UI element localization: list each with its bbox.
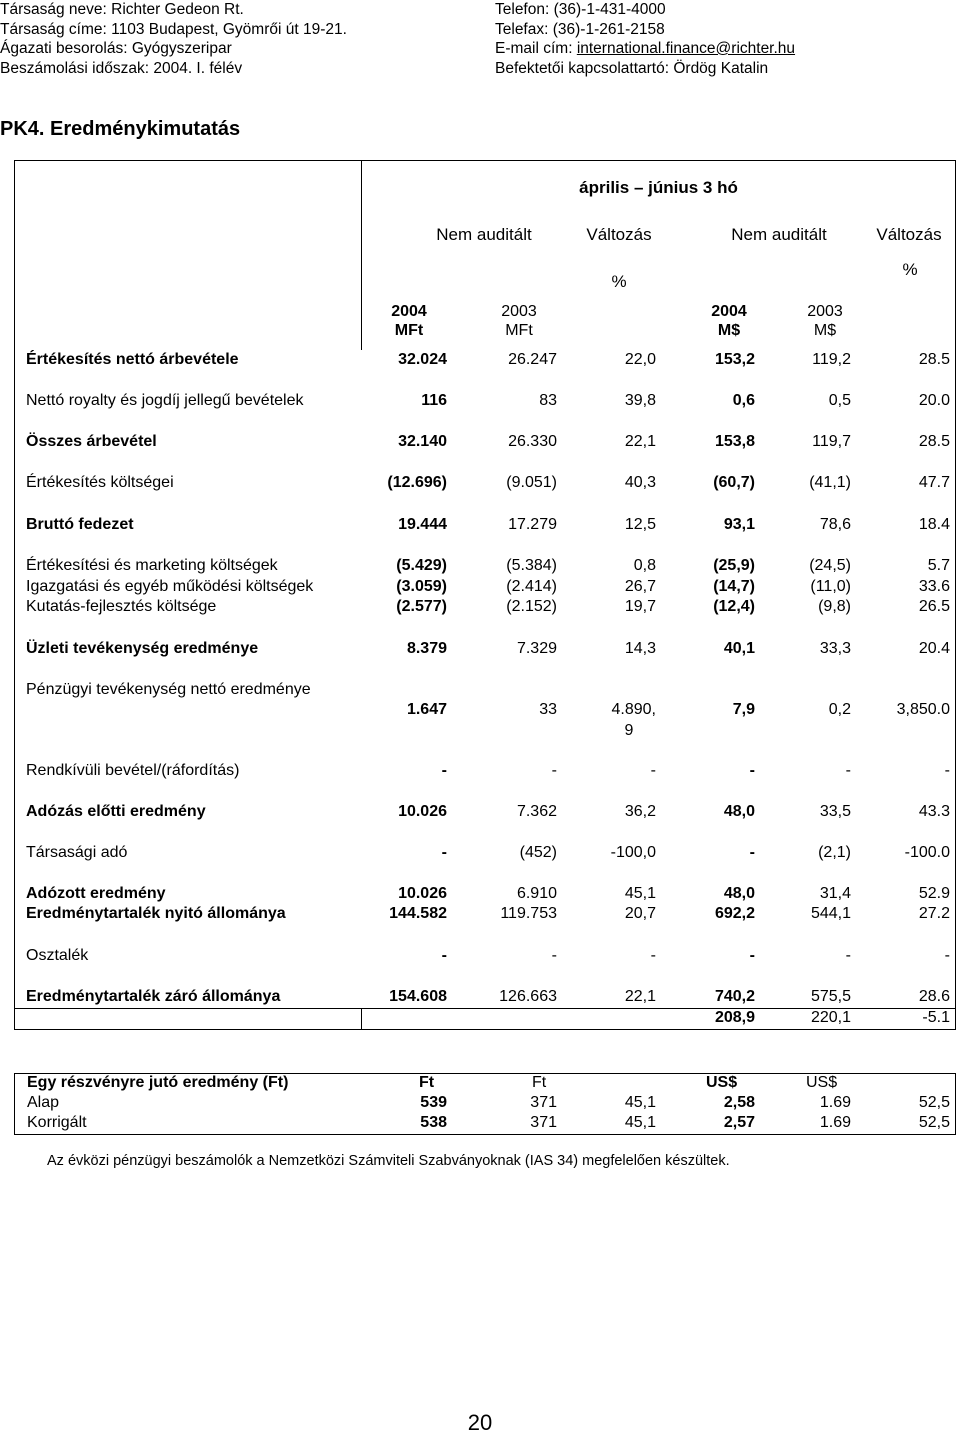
eps-table — [14, 1073, 956, 1135]
cell-value: 153,8 — [714, 433, 755, 450]
company-address: Társaság címe: 1103 Budapest, Gyömrői út 19-21. — [0, 20, 347, 38]
cell-value: 154.608 — [389, 988, 447, 1005]
cell-value: (9,8) — [818, 598, 851, 615]
cell-value: 20.4 — [918, 640, 950, 657]
cell-value: 28.6 — [918, 988, 950, 1005]
cell-value-wrap: 9 — [624, 722, 634, 739]
cell-value: 20.0 — [918, 392, 950, 409]
eps-unit: US$ — [806, 1074, 838, 1091]
cell-value: 47.7 — [918, 474, 950, 491]
cell-value: 32.140 — [398, 433, 447, 450]
cell-value: 0,8 — [633, 557, 656, 574]
cell-value: 575,5 — [810, 988, 851, 1005]
cell-value: (2,1) — [818, 844, 851, 861]
page-number: 20 — [467, 1410, 493, 1435]
cell-value: 28.5 — [918, 351, 950, 368]
cell-value: 20,7 — [624, 905, 656, 922]
eps-cell-value: 2,57 — [723, 1114, 755, 1131]
header-pct-usd: % — [902, 260, 918, 279]
cell-value: (452) — [519, 844, 557, 861]
cell-value: 1.647 — [406, 701, 447, 718]
row-label: Adózás előtti eredmény — [26, 803, 206, 820]
cell-value: 18.4 — [918, 516, 950, 533]
cell-value: 153,2 — [714, 351, 755, 368]
company-name: Társaság neve: Richter Gedeon Rt. — [0, 1, 244, 18]
cell-value: -100,0 — [610, 844, 656, 861]
cell-value: 7.329 — [516, 640, 557, 657]
cell-value: 19,7 — [624, 598, 656, 615]
cell-value: - — [650, 762, 656, 779]
table-border-top — [14, 160, 956, 161]
cell-value: (12,4) — [713, 598, 755, 615]
eps-cell-value: 371 — [530, 1094, 557, 1111]
cell-value: -5.1 — [922, 1009, 950, 1026]
header-musd-2004: M$ — [717, 322, 741, 339]
row-label: Kutatás-fejlesztés költsége — [26, 598, 217, 615]
eps-cell-value: 45,1 — [624, 1094, 656, 1111]
cell-value: 12,5 — [624, 516, 656, 533]
eps-cell-value: 52,5 — [918, 1114, 950, 1131]
company-sector: Ágazati besorolás: Gyógyszeripar — [0, 40, 232, 57]
cell-value: (2.577) — [396, 598, 447, 615]
cell-value: 52.9 — [918, 885, 950, 902]
cell-value: 119,2 — [812, 351, 851, 368]
cell-value: - — [441, 762, 447, 779]
cell-value: (2.414) — [506, 578, 557, 595]
header-2003-huf: 2003 — [501, 303, 537, 320]
cell-value: 116 — [421, 392, 447, 409]
cell-value: 0,2 — [828, 701, 851, 718]
cell-value: 27.2 — [918, 905, 950, 922]
cell-value: 6.910 — [516, 885, 557, 902]
cell-value: 119.753 — [500, 905, 557, 922]
cell-value: - — [845, 762, 851, 779]
cell-value: (12.696) — [387, 474, 447, 491]
cell-value: 692,2 — [714, 905, 755, 922]
eps-cell-value: 2,58 — [723, 1094, 755, 1111]
cell-value: 33,3 — [819, 640, 851, 657]
eps-cell-value: 371 — [530, 1114, 557, 1131]
cell-value: 22,0 — [624, 351, 656, 368]
cell-value: (14,7) — [713, 578, 755, 595]
cell-value: (11,0) — [810, 578, 851, 595]
cell-value: 0,5 — [828, 392, 851, 409]
row-label: Bruttó fedezet — [26, 516, 134, 533]
company-info — [0, 0, 347, 78]
header-2004-huf: 2004 — [391, 303, 427, 320]
table-border-bottom — [14, 1029, 956, 1030]
eps-cell-value: 1.69 — [819, 1114, 851, 1131]
eps-border-bottom — [14, 1134, 956, 1135]
cell-value: 48,0 — [723, 803, 755, 820]
row-label: Rendkívüli bevétel/(ráfordítás) — [26, 762, 240, 779]
eps-cell-value: 538 — [420, 1114, 447, 1131]
cell-value: 17.279 — [508, 516, 557, 533]
cell-value: 4.890, — [611, 701, 656, 718]
cell-value: 48,0 — [723, 885, 755, 902]
cell-value: 33 — [539, 701, 557, 718]
cell-value: 14,3 — [624, 640, 656, 657]
cell-value: (24,5) — [809, 557, 851, 574]
cell-value: 10.026 — [398, 803, 447, 820]
email-label: E-mail cím: — [495, 40, 577, 57]
header-valtozas-huf: Változás — [586, 225, 652, 244]
eps-cell-value: 45,1 — [624, 1114, 656, 1131]
cell-value: - — [551, 947, 557, 964]
cell-value: 0,6 — [732, 392, 755, 409]
eps-unit: Ft — [532, 1074, 547, 1091]
cell-value: - — [551, 762, 557, 779]
header-mft-2004: MFt — [394, 322, 424, 339]
cell-value: - — [441, 947, 447, 964]
row-label: Eredménytartalék záró állománya — [26, 988, 281, 1005]
cell-value: - — [650, 947, 656, 964]
cell-value: (25,9) — [713, 557, 755, 574]
cell-value: 32.024 — [398, 351, 447, 368]
eps-row-label: Alap — [27, 1094, 60, 1111]
cell-value: 8.379 — [406, 640, 447, 657]
cell-value: 3,850.0 — [896, 701, 950, 718]
cell-value: 22,1 — [624, 988, 656, 1005]
header-mft-2003: MFt — [505, 322, 533, 339]
cell-value: 40,1 — [723, 640, 755, 657]
cell-value: 33.6 — [918, 578, 950, 595]
row-label: Üzleti tevékenység eredménye — [26, 640, 259, 657]
cell-value: - — [749, 762, 755, 779]
header-nem-auditalt-usd: Nem auditált — [731, 225, 827, 244]
income-statement-table — [14, 160, 956, 1030]
period-header: április – június 3 hó — [579, 178, 738, 197]
eps-border-right — [955, 1073, 956, 1135]
cell-value: - — [845, 947, 851, 964]
cell-value: 19.444 — [398, 516, 447, 533]
header-2004-usd: 2004 — [711, 303, 747, 320]
cell-value: 26.247 — [508, 351, 557, 368]
cell-value: 93,1 — [723, 516, 755, 533]
cell-value: 78,6 — [819, 516, 851, 533]
cell-value: 5.7 — [927, 557, 950, 574]
cell-value: 22,1 — [624, 433, 656, 450]
email-link[interactable]: international.finance@richter.hu — [576, 40, 796, 57]
table-border-left — [14, 160, 15, 1030]
eps-unit: US$ — [706, 1074, 738, 1091]
cell-value: 208,9 — [714, 1009, 755, 1026]
row-label: Értékesítési és marketing költségek — [26, 557, 278, 574]
cell-value: 83 — [539, 392, 557, 409]
cell-value: 28.5 — [918, 433, 950, 450]
cell-value: - — [749, 947, 755, 964]
cell-value: (5.384) — [506, 557, 557, 574]
row-label: Adózott eredmény — [26, 885, 166, 902]
cell-value: (5.429) — [396, 557, 447, 574]
cell-value: (9.051) — [506, 474, 557, 491]
header-nem-auditalt-huf: Nem auditált — [436, 225, 532, 244]
header-valtozas-usd: Változás — [876, 225, 942, 244]
cell-value: 33,5 — [819, 803, 851, 820]
cell-value: -100.0 — [904, 844, 950, 861]
cell-value: 126.663 — [499, 988, 557, 1005]
cell-value: 220,1 — [810, 1009, 851, 1026]
cell-value: 26,7 — [624, 578, 656, 595]
cell-value: 39,8 — [624, 392, 656, 409]
cell-value: (60,7) — [713, 474, 755, 491]
email-row — [495, 39, 795, 59]
cell-value: 45,1 — [624, 885, 656, 902]
eps-unit: Ft — [419, 1074, 435, 1091]
row-label: Pénzügyi tevékenység nettó eredménye — [26, 681, 311, 698]
reporting-period: Beszámolási időszak: 2004. I. félév — [0, 59, 243, 77]
cell-value: (2.152) — [506, 598, 557, 615]
investor-contact: Befektetői kapcsolattartó: Ördög Katalin — [495, 59, 769, 77]
phone: Telefon: (36)-1-431-4000 — [495, 1, 666, 18]
cell-value: 144.582 — [389, 905, 447, 922]
header-2003-usd: 2003 — [807, 303, 843, 320]
eps-row-label: Korrigált — [27, 1114, 87, 1131]
cell-value: 544,1 — [810, 905, 851, 922]
eps-cell-value: 52,5 — [918, 1094, 950, 1111]
cell-value: - — [944, 762, 950, 779]
row-label: Értékesítés költségei — [26, 474, 174, 491]
eps-cell-value: 1.69 — [819, 1094, 851, 1111]
cell-value: 31,4 — [819, 885, 851, 902]
cell-value: (3.059) — [396, 578, 447, 595]
cell-value: (41,1) — [809, 474, 851, 491]
cell-value: 36,2 — [624, 803, 656, 820]
cell-value: 26.330 — [508, 433, 557, 450]
cell-value: 40,3 — [624, 474, 656, 491]
header-pct-huf: % — [611, 272, 627, 291]
header-musd-2003: M$ — [813, 322, 837, 339]
eps-cell-value: 539 — [420, 1094, 447, 1111]
footnote: Az évközi pénzügyi beszámolók a Nemzetközi Számviteli Szabványoknak (IAS 34) megfelelően készültek. — [47, 1153, 730, 1169]
row-label: Értékesítés nettó árbevétele — [26, 351, 239, 368]
row-label: Összes árbevétel — [26, 433, 157, 450]
row-label: Nettó royalty és jogdíj jellegű bevételek — [26, 392, 304, 409]
cell-value: 7,9 — [732, 701, 755, 718]
cell-value: 119,7 — [812, 433, 851, 450]
row-label: Osztalék — [26, 947, 89, 964]
contact-info — [495, 0, 795, 78]
cell-value: 10.026 — [398, 885, 447, 902]
cell-value: - — [944, 947, 950, 964]
cell-value: - — [441, 844, 447, 861]
row-label: Társasági adó — [26, 844, 128, 861]
table-border-right — [955, 160, 956, 1030]
last-row-divider — [361, 1008, 362, 1030]
fax: Telefax: (36)-1-261-2158 — [495, 20, 665, 38]
cell-value: 7.362 — [516, 803, 557, 820]
cell-value: 740,2 — [714, 988, 755, 1005]
cell-value: 43.3 — [918, 803, 950, 820]
page-title: PK4. Eredménykimutatás — [0, 118, 241, 140]
cell-value: 26.5 — [918, 598, 950, 615]
eps-border-left — [14, 1073, 15, 1135]
eps-title: Egy részvényre jutó eredmény (Ft) — [27, 1074, 289, 1091]
row-label: Eredménytartalék nyitó állománya — [26, 905, 286, 922]
cell-value: - — [749, 844, 755, 861]
row-label: Igazgatási és egyéb működési költségek — [26, 578, 314, 595]
